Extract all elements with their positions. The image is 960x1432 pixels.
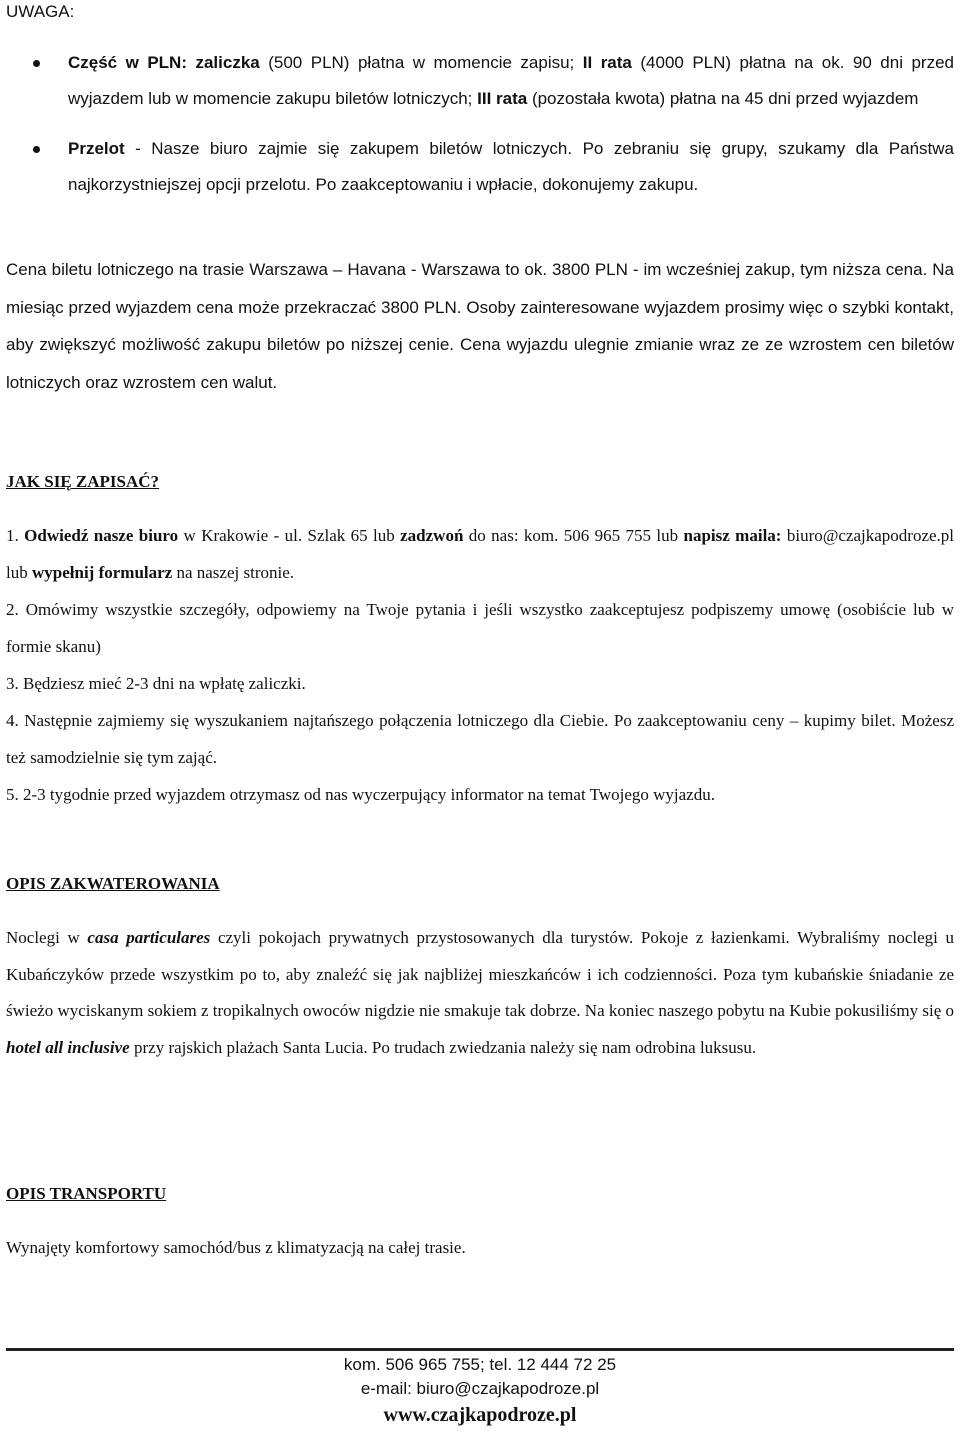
payment-text-1: (500 PLN) płatna w momencie zapisu; [259, 53, 583, 72]
bullet-flight [6, 131, 954, 203]
casa-particulares: casa particulares [87, 928, 211, 947]
write-email: napisz maila: [683, 526, 782, 545]
uwaga-bullets [6, 45, 954, 203]
footer-website[interactable]: www.czajkapodroze.pl [383, 1404, 577, 1426]
accommodation-heading: OPIS ZAKWATEROWANIA [6, 874, 220, 893]
flight-text: - Nasze biuro zajmie się zakupem biletów lotniczych. Po zebraniu się grupy, szukamy dla Państwa najkorzystniejszej opcji przelotu. Po zaakceptowaniu i wpłacie, dokonujemy zakupu. [68, 139, 954, 194]
call-us: zadzwoń [400, 526, 464, 545]
accommodation-text-1: Noclegi w [6, 928, 88, 947]
step-4: 4. Następnie zajmiemy się wyszukaniem najtańszego połączenia lotniczego dla Ciebie. Po zaakceptowaniu ceny – kupimy bilet. Możesz też samodzielnie się tym zająć. [6, 711, 954, 767]
installment-3-label: III rata [477, 89, 528, 108]
footer-divider [6, 1348, 954, 1351]
fill-form: wypełnij formularz [31, 563, 173, 582]
payment-text-2: (4000 PLN) płatna na ok. 90 dni przed wyjazdem lub w momencie zakupu biletów lotniczych; [68, 53, 954, 108]
step-1 [6, 517, 954, 591]
step-3: 3. Będziesz mieć 2-3 dni na wpłatę zaliczki. [6, 674, 306, 693]
visit-office: Odwiedź nasze biuro [24, 526, 179, 545]
step-1-text-1: w Krakowie - ul. Szlak 65 lub [178, 526, 401, 545]
accommodation-text-2: czyli pokojach prywatnych przystosowanych dla turystów. Pokoje z łazienkami. Wybraliśmy noclegi u Kubańczyków przede wszystkim po to, aby znaleźć się jak najbliżej mieszkańców i ich codzienności. Poza tym kubańskie śniadanie ze świeżo wyciskanym sokiem z tropikalnych owoców nigdzie nie smakuje tak dobrze. Na koniec naszego pobytu na Kubie pokusiliśmy się o [6, 928, 955, 1020]
step-1-email: biuro@czajkapodroze.pl lub [6, 526, 955, 582]
step-2: 2. Omówimy wszystkie szczegóły, odpowiemy na Twoje pytania i jeśli wszystko zaakceptujesz podpiszemy umowę (osobiście lub w formie skanu) [6, 600, 954, 656]
accommodation-text [6, 920, 954, 1066]
accommodation-text-3: przy rajskich plażach Santa Lucia. Po trudach zwiedzania należy się nam odrobina luksusu. [129, 1037, 757, 1057]
payment-text-3: (pozostała kwota) płatna na 45 dni przed wyjazdem [527, 89, 919, 108]
installment-2-label: II rata [582, 53, 632, 72]
footer [0, 1353, 960, 1429]
footer-email: e-mail: biuro@czajkapodroze.pl [360, 1379, 600, 1398]
hotel-all-inclusive: hotel all inclusive [6, 1037, 130, 1057]
payment-label: Część w PLN: zaliczka [68, 53, 260, 72]
bullet-dot-icon [33, 146, 40, 153]
footer-phone: kom. 506 965 755; tel. 12 444 72 25 [343, 1355, 617, 1374]
step-1-text-2: do nas: kom. 506 965 755 lub [463, 526, 684, 545]
signup-steps [6, 517, 954, 813]
bullet-dot-icon [33, 60, 40, 67]
transport-text: Wynajęty komfortowy samochód/bus z klimatyzacją na całej trasie. [6, 1238, 466, 1257]
uwaga-title: UWAGA: [6, 2, 75, 21]
signup-heading: JAK SIĘ ZAPISAĆ? [6, 472, 160, 491]
step-5: 5. 2-3 tygodnie przed wyjazdem otrzymasz od nas wyczerpujący informator na temat Twojego wyjazdu. [6, 785, 715, 804]
step-1-num: 1. [6, 526, 25, 545]
transport-heading: OPIS TRANSPORTU [6, 1184, 167, 1203]
uwaga-section [6, 0, 954, 24]
flight-label: Przelot [68, 139, 125, 158]
step-1-text-3: na naszej stronie. [172, 563, 295, 582]
bullet-payment [6, 45, 954, 117]
price-note: Cena biletu lotniczego na trasie Warszawa – Havana - Warszawa to ok. 3800 PLN - im wcześniej zakup, tym niższa cena. Na miesiąc przed wyjazdem cena może przekraczać 3800 PLN. Osoby zainteresowane wyjazdem prosimy więc o szybki kontakt, aby zwiększyć możliwość zakupu biletów po niższej cenie. Cena wyjazdu ulegnie zmianie wraz ze ze wzrostem cen biletów lotniczych oraz wzrostem cen walut. [6, 260, 954, 392]
